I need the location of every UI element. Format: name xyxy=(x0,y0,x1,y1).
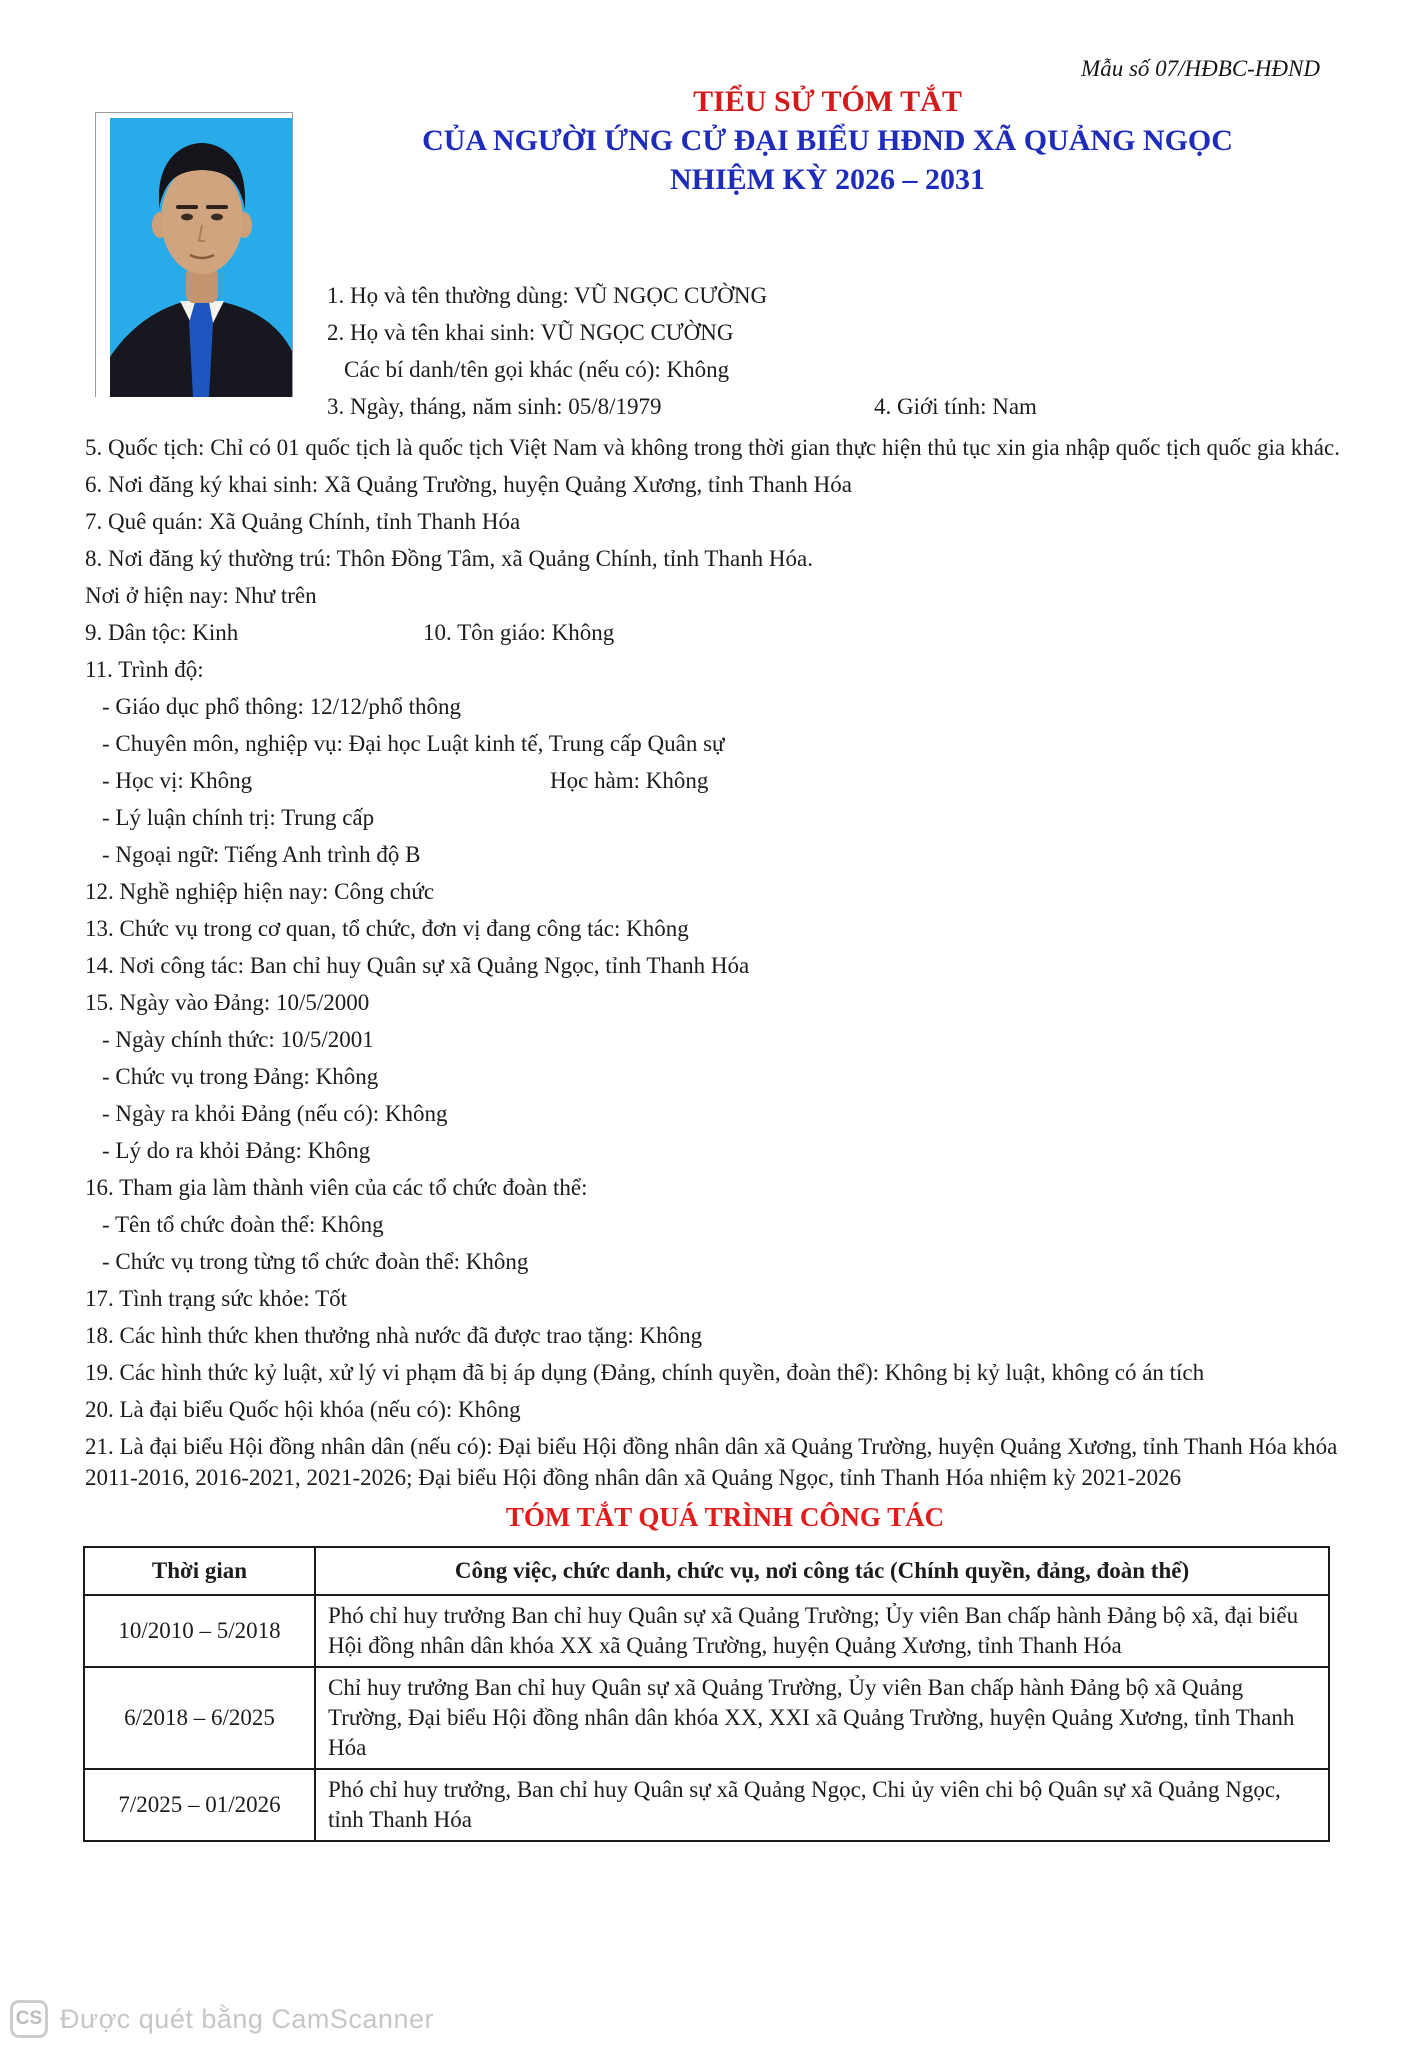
document-line xyxy=(85,1135,1365,1166)
work-history-title: TÓM TẮT QUÁ TRÌNH CÔNG TÁC xyxy=(505,1502,945,1532)
line-text: 15. Ngày vào Đảng: 10/5/2000 xyxy=(85,990,370,1015)
line-text: 13. Chức vụ trong cơ quan, tổ chức, đơn vị đang công tác: Không xyxy=(85,916,689,941)
line-text: 6. Nơi đăng ký khai sinh: Xã Quảng Trường, huyện Quảng Xương, tỉnh Thanh Hóa xyxy=(85,472,852,497)
document-line xyxy=(85,1357,1365,1388)
document-line xyxy=(85,1431,1365,1493)
line-text: - Lý do ra khỏi Đảng: Không xyxy=(102,1138,371,1163)
candidate-photo xyxy=(95,112,293,397)
document-line xyxy=(85,1394,1365,1425)
document-line xyxy=(85,876,1365,907)
line-text: 5. Quốc tịch: Chỉ có 01 quốc tịch là quốc tịch Việt Nam và không trong thời gian thực hiện thủ tục xin gia nhập quốc tịch quốc gia khác. xyxy=(85,435,1340,460)
numbered-items xyxy=(85,432,1365,1493)
work-description: Phó chỉ huy trưởng Ban chỉ huy Quân sự xã Quảng Trường; Ủy viên Ban chấp hành Đảng bộ xã, đại biểu Hội đồng nhân dân khóa XX xã Quảng Trường, huyện Quảng Xương, tỉnh Thanh Hóa xyxy=(315,1595,1329,1667)
document-line xyxy=(327,392,1337,422)
work-description: Phó chỉ huy trưởng, Ban chỉ huy Quân sự xã Quảng Ngọc, Chi ủy viên chi bộ Quân sự xã Quảng Ngọc, tỉnh Thanh Hóa xyxy=(315,1769,1329,1841)
line-text: 21. Là đại biểu Hội đồng nhân dân (nếu có): Đại biểu Hội đồng nhân dân xã Quảng Trường, huyện Quảng Xương, tỉnh Thanh Hóa khóa 2011-2016, 2016-2021, 2021-2026; Đại biểu Hội đồng nhân dân xã Quảng Ngọc, tỉnh Thanh Hóa nhiệm kỳ 2021-2026 xyxy=(85,1434,1338,1490)
camscanner-icon: CS xyxy=(10,2000,48,2038)
line-text: 12. Nghề nghiệp hiện nay: Công chức xyxy=(85,879,435,904)
document-line xyxy=(85,432,1365,463)
document-line xyxy=(327,318,1337,348)
document-line xyxy=(85,1209,1365,1240)
work-history-row xyxy=(84,1769,1329,1841)
line-text: 7. Quê quán: Xã Quảng Chính, tỉnh Thanh Hóa xyxy=(85,509,521,534)
work-history-table xyxy=(83,1546,1330,1842)
line-text-col2: Học hàm: Không xyxy=(550,768,709,793)
work-period: 6/2018 – 6/2025 xyxy=(84,1667,315,1769)
document-line xyxy=(85,1283,1365,1314)
line-text: 2. Họ và tên khai sinh: VŨ NGỌC CƯỜNG xyxy=(327,320,734,345)
line-text-col2: 10. Tôn giáo: Không xyxy=(423,620,615,645)
line-text: - Ngày chính thức: 10/5/2001 xyxy=(102,1027,374,1052)
portrait-svg xyxy=(96,113,292,397)
camscanner-footer xyxy=(10,2000,434,2038)
line-text: - Chức vụ trong Đảng: Không xyxy=(102,1064,379,1089)
line-text: 20. Là đại biểu Quốc hội khóa (nếu có): Không xyxy=(85,1397,521,1422)
document-line xyxy=(85,1320,1365,1351)
line-text-col2: 4. Giới tính: Nam xyxy=(874,394,1037,419)
line-text: Nơi ở hiện nay: Như trên xyxy=(85,583,317,608)
document-line xyxy=(85,839,1365,870)
line-text: - Chuyên môn, nghiệp vụ: Đại học Luật kinh tế, Trung cấp Quân sự xyxy=(102,731,725,756)
document-line xyxy=(85,728,1365,759)
document-line xyxy=(85,469,1365,500)
document-subtitle: CỦA NGƯỜI ỨNG CỬ ĐẠI BIỂU HĐND XÃ QUẢNG NGỌC xyxy=(422,124,1233,157)
document-term: NHIỆM KỲ 2026 – 2031 xyxy=(670,163,985,196)
tie xyxy=(189,302,213,397)
document-title: TIỂU SỬ TÓM TẮT xyxy=(693,85,962,118)
document-line xyxy=(85,987,1365,1018)
document-line xyxy=(85,1246,1365,1277)
line-text: - Chức vụ trong từng tổ chức đoàn thể: Không xyxy=(102,1249,529,1274)
document-line xyxy=(85,1024,1365,1055)
document-line xyxy=(85,580,1365,611)
form-code: Mẫu số 07/HĐBC-HĐND xyxy=(1081,56,1320,81)
line-text: - Tên tổ chức đoàn thể: Không xyxy=(102,1212,384,1237)
column-header-description: Công việc, chức danh, chức vụ, nơi công tác (Chính quyền, đảng, đoàn thể) xyxy=(315,1547,1329,1595)
line-text: - Ngoại ngữ: Tiếng Anh trình độ B xyxy=(102,842,421,867)
document-line xyxy=(85,617,1365,648)
column-header-period: Thời gian xyxy=(84,1547,315,1595)
document-line xyxy=(85,654,1365,685)
document-line xyxy=(85,543,1365,574)
line-text: 11. Trình độ: xyxy=(85,657,204,682)
line-text: 17. Tình trạng sức khỏe: Tốt xyxy=(85,1286,348,1311)
title-block xyxy=(300,86,1355,195)
document-line xyxy=(327,281,1337,311)
body-items xyxy=(85,432,1365,1842)
line-text: - Lý luận chính trị: Trung cấp xyxy=(102,805,375,830)
line-text: 8. Nơi đăng ký thường trú: Thôn Đồng Tâm, xã Quảng Chính, tỉnh Thanh Hóa. xyxy=(85,546,814,571)
line-text: 18. Các hình thức khen thưởng nhà nước đã được trao tặng: Không xyxy=(85,1323,703,1348)
line-text: 19. Các hình thức kỷ luật, xử lý vi phạm đã bị áp dụng (Đảng, chính quyền, đoàn thể): Không bị kỷ luật, không có án tích xyxy=(85,1360,1205,1385)
work-history-row xyxy=(84,1667,1329,1769)
document-line xyxy=(85,506,1365,537)
document-line xyxy=(85,1098,1365,1129)
document-line xyxy=(327,355,1337,385)
work-period: 10/2010 – 5/2018 xyxy=(84,1595,315,1667)
document-line xyxy=(85,802,1365,833)
line-text: - Giáo dục phổ thông: 12/12/phổ thông xyxy=(102,694,462,719)
line-text: 14. Nơi công tác: Ban chỉ huy Quân sự xã Quảng Ngọc, tỉnh Thanh Hóa xyxy=(85,953,750,978)
line-text: 9. Dân tộc: Kinh xyxy=(85,620,239,645)
line-text: - Ngày ra khỏi Đảng (nếu có): Không xyxy=(102,1101,448,1126)
work-history-row xyxy=(84,1595,1329,1667)
document-line xyxy=(85,950,1365,981)
line-text: 3. Ngày, tháng, năm sinh: 05/8/1979 xyxy=(327,394,662,419)
table-header-row xyxy=(84,1547,1329,1595)
scan-note: Được quét bằng CamScanner xyxy=(60,2003,434,2034)
line-text: Các bí danh/tên gọi khác (nếu có): Không xyxy=(344,357,730,382)
document-line xyxy=(85,1061,1365,1092)
document-line xyxy=(85,765,1365,796)
work-period: 7/2025 – 01/2026 xyxy=(84,1769,315,1841)
document-line xyxy=(85,691,1365,722)
document-line xyxy=(85,1172,1365,1203)
line-text: 16. Tham gia làm thành viên của các tổ chức đoàn thể: xyxy=(85,1175,588,1200)
line-text: 1. Họ và tên thường dùng: VŨ NGỌC CƯỜNG xyxy=(327,283,768,308)
document-line xyxy=(85,913,1365,944)
intro-items xyxy=(327,281,1337,429)
work-description: Chỉ huy trưởng Ban chỉ huy Quân sự xã Quảng Trường, Ủy viên Ban chấp hành Đảng bộ xã Quảng Trường, Đại biểu Hội đồng nhân dân khóa XX, XXI xã Quảng Trường, huyện Quảng Xương, tỉnh Thanh Hóa xyxy=(315,1667,1329,1769)
line-text: - Học vị: Không xyxy=(102,768,253,793)
